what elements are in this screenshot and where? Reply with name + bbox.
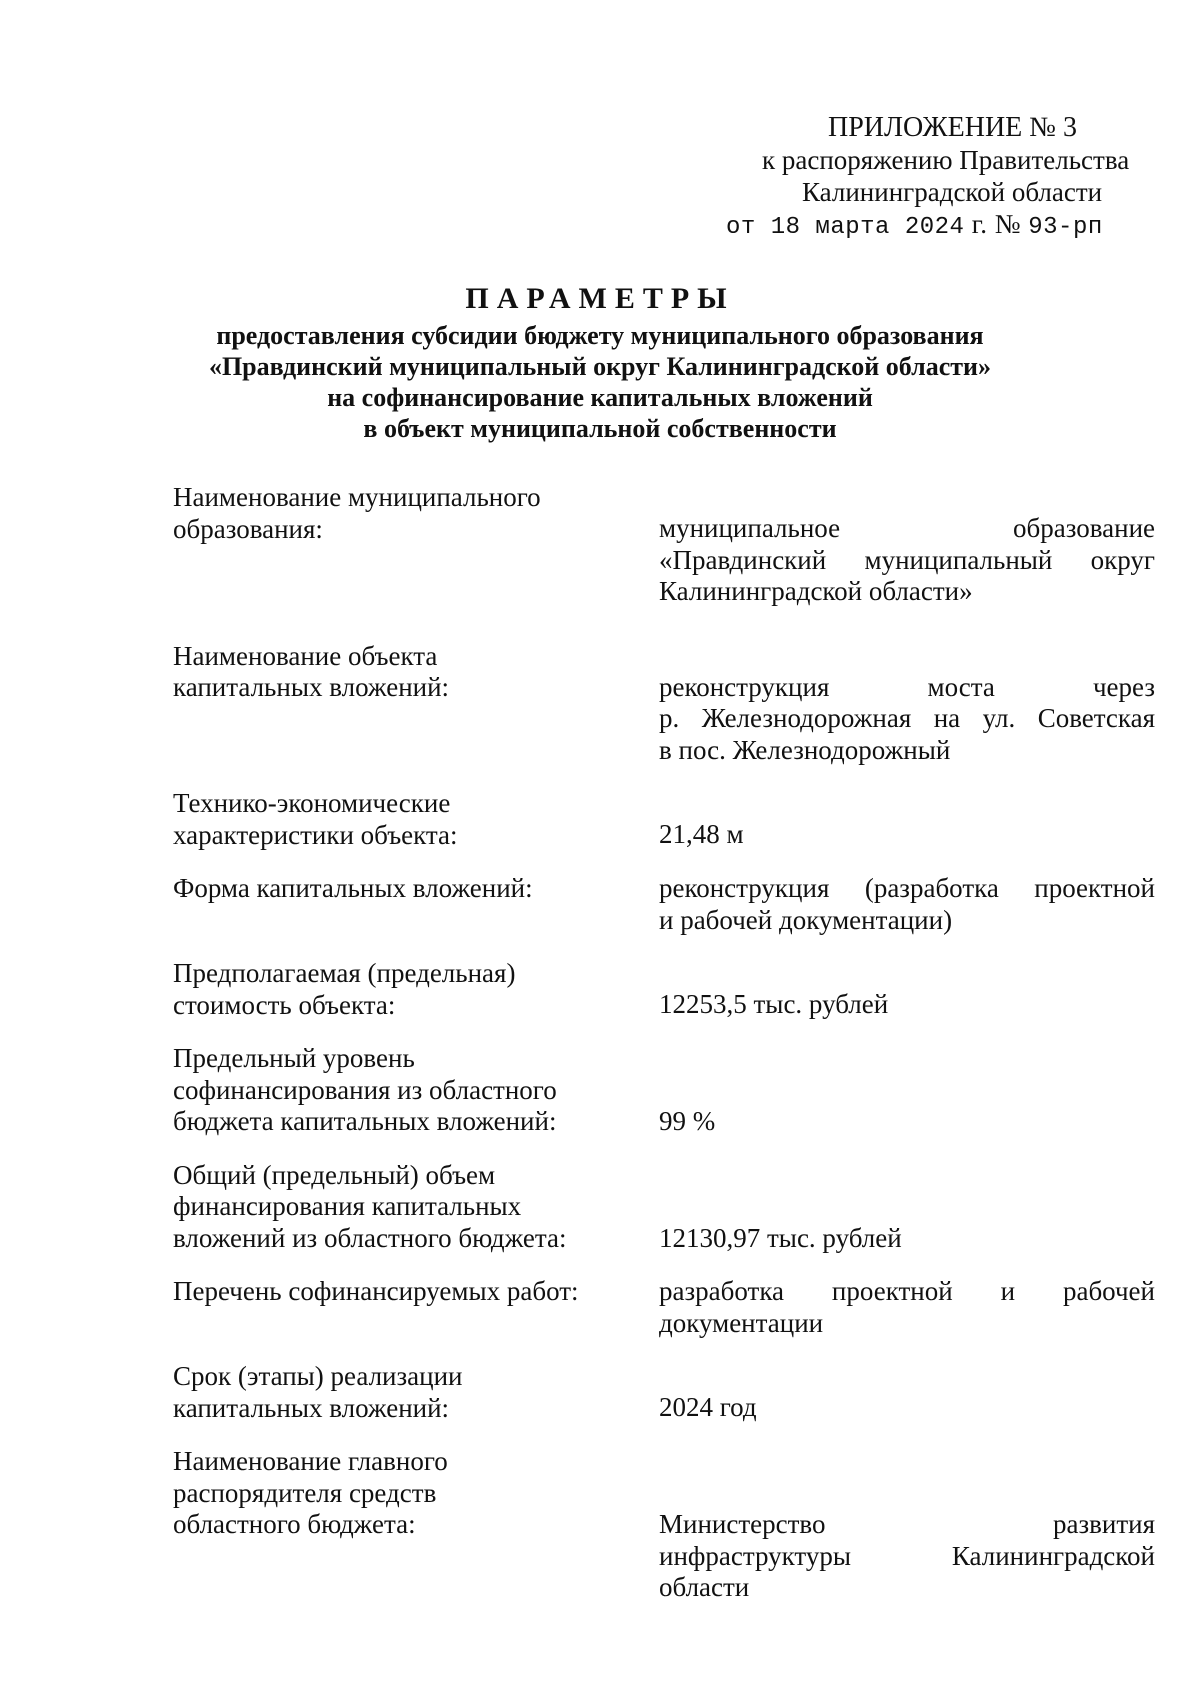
parameter-value: 12253,5 тыс. рублей [659, 989, 889, 1019]
document-subtitle-line-2: «Правдинский муниципальный округ Калининградской области» [208, 352, 992, 381]
appendix-header [650, 112, 1170, 244]
parameter-value: 12130,97 тыс. рублей [659, 1222, 902, 1253]
parameter-label: Наименование муниципального образования: [173, 482, 541, 544]
document-subtitle-line-1: предоставления субсидии бюджету муниципального образования [216, 321, 984, 350]
parameter-label: Срок (этапы) реализации капитальных вложений: [173, 1361, 463, 1423]
parameter-label: Наименование объекта капитальных вложений: [173, 640, 450, 702]
parameter-value: 21,48 м [659, 819, 744, 849]
parameter-row-investment-form [173, 873, 1155, 936]
parameters-list [173, 482, 1155, 1604]
parameter-value: муниципальное образование «Правдинский муниципальный округ Калининградской области» [659, 513, 1155, 606]
appendix-reference: к распоряжению Правительства [762, 145, 1130, 175]
parameter-label: Форма капитальных вложений: [173, 873, 533, 903]
parameter-row-works-list [173, 1276, 1155, 1339]
appendix-decree-number: 93-рп [1028, 214, 1103, 241]
parameter-value: реконструкция (разработка проектной и рабочей документации) [659, 873, 1155, 935]
parameter-value: Министерство развития инфраструктуры Калининградской области [659, 1509, 1155, 1602]
parameter-value: реконструкция моста через р. Железнодорожная на ул. Советская в пос. Железнодорожный [659, 671, 1155, 765]
parameter-label: Перечень софинансируемых работ: [173, 1276, 579, 1306]
appendix-number-label: г. № [964, 209, 1029, 239]
parameter-value: 99 % [659, 1106, 716, 1136]
appendix-number: ПРИЛОЖЕНИЕ № 3 [828, 112, 1077, 143]
parameter-label: Предполагаемая (предельная) стоимость объекта: [173, 958, 516, 1020]
parameter-row-municipality [173, 482, 1155, 608]
parameter-row-funding-volume [173, 1160, 1155, 1255]
parameter-row-technical-characteristics [173, 788, 1155, 851]
document-title-block [150, 280, 1050, 444]
document-title: ПАРАМЕТРЫ [465, 282, 735, 315]
parameter-row-implementation-period [173, 1361, 1155, 1424]
parameter-value: 2024 год [659, 1392, 757, 1422]
parameter-row-estimated-cost [173, 958, 1155, 1021]
parameter-row-chief-administrator [173, 1446, 1155, 1604]
parameter-label: Предельный уровень софинансирования из областного бюджета капитальных вложений: [173, 1043, 557, 1136]
appendix-region: Калининградской области [802, 177, 1103, 207]
document-subtitle-line-4: в объект муниципальной собственности [363, 414, 837, 443]
parameter-label: Наименование главного распорядителя средств областного бюджета: [173, 1446, 448, 1539]
parameter-value: разработка проектной и рабочей документации [659, 1276, 1155, 1338]
parameter-label: Технико-экономические характеристики объекта: [173, 788, 458, 850]
document-subtitle-line-3: на софинансирование капитальных вложений [327, 383, 873, 412]
parameter-row-cofinancing-level [173, 1043, 1155, 1138]
parameter-label: Общий (предельный) объем финансирования капитальных вложений из областного бюджета: [173, 1159, 567, 1253]
appendix-date-number [650, 208, 1170, 244]
appendix-date: от 18 марта 2024 [726, 214, 965, 241]
parameter-row-object-name [173, 641, 1155, 767]
